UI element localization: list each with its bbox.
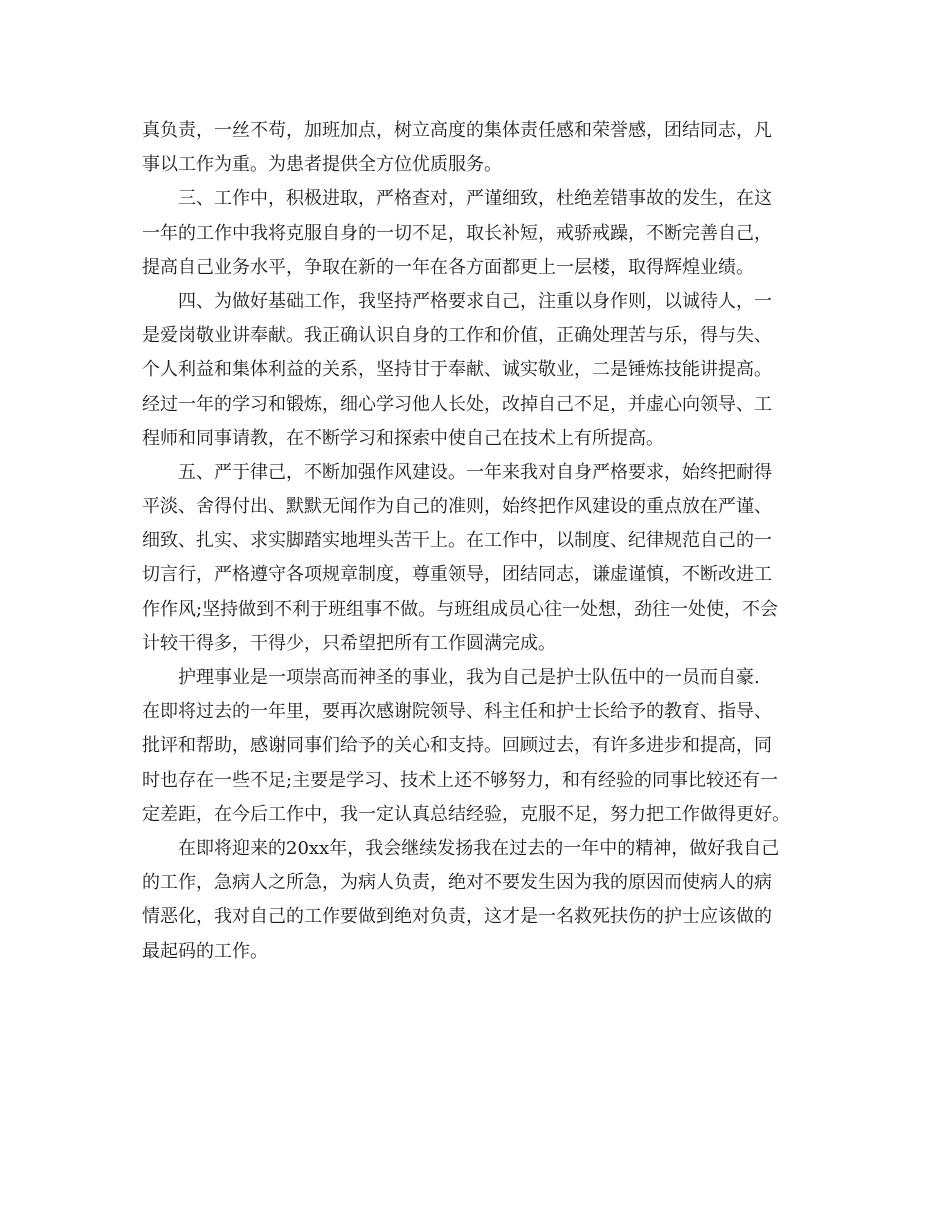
text-line: 平淡、舍得付出、默默无闻作为自己的准则，始终把作风建设的重点放在严谨、 [142,496,772,518]
text-line: 切言行，严格遵守各项规章制度，尊重领导，团结同志，谦虚谨慎，不断改进工 [142,564,772,586]
text-line: 批评和帮助，感谢同事们给予的关心和支持。回顾过去，有许多进步和提高，同 [142,735,772,757]
text-line: 的工作，急病人之所急，为病人负责，绝对不要发生因为我的原因而使病人的病 [142,872,772,894]
text-line: 计较干得多，干得少，只希望把所有工作圆满完成。 [142,632,556,654]
text-line: 个人利益和集体利益的关系，坚持甘于奉献、诚实敬业，二是锤炼技能讲提高。 [142,359,772,381]
text-line: 作作风;坚持做到不利于班组事不做。与班组成员心往一处想，劲往一处使，不会 [142,598,779,620]
text-line: 时也存在一些不足;主要是学习、技术上还不够努力，和有经验的同事比较还有一 [142,769,779,791]
text-line: 提高自己业务水平，争取在新的一年在各方面都更上一层楼，取得辉煌业绩。 [142,256,754,278]
text-line: 定差距，在今后工作中，我一定认真总结经验，克服不足，努力把工作做得更好。 [142,803,790,825]
text-line: 事以工作为重。为患者提供全方位优质服务。 [142,154,502,176]
text-line: 在即将过去的一年里，要再次感谢院领导、科主任和护士长给予的教育、指导、 [142,701,772,723]
text-line: 是爱岗敬业讲奉献。我正确认识自身的工作和价值，正确处理苦与乐，得与失、 [142,325,772,347]
paragraph-start-line: 在即将迎来的20xx年，我会继续发扬我在过去的一年中的精神，做好我自己 [178,837,780,859]
paragraph-start-line: 五、严于律己，不断加强作风建设。一年来我对自身严格要求，始终把耐得 [178,461,772,483]
text-line: 一年的工作中我将克服自身的一切不足，取长补短，戒骄戒躁，不断完善自己， [142,222,772,244]
text-line: 细致、扎实、求实脚踏实地埋头苦干上。在工作中，以制度、纪律规范自己的一 [142,530,772,552]
paragraph-start-line: 护理事业是一项崇高而神圣的事业，我为自己是护士队伍中的一员而自豪. [178,667,760,688]
text-line: 真负责，一丝不苟，加班加点，树立高度的集体责任感和荣誉感，团结同志，凡 [142,120,772,141]
document-body [142,114,807,969]
paragraph-start-line: 三、工作中，积极进取，严格查对，严谨细致，杜绝差错事故的发生，在这 [178,188,772,210]
paragraph-start-line: 四、为做好基础工作，我坚持严格要求自己，注重以身作则，以诚待人，一 [178,290,772,312]
text-line: 情恶化，我对自己的工作要做到绝对负责，这才是一名救死扶伤的护士应该做的 [142,906,772,928]
text-line: 程师和同事请教，在不断学习和探索中使自己在技术上有所提高。 [142,427,664,449]
text-line: 最起码的工作。 [142,940,268,962]
text-line: 经过一年的学习和锻炼，细心学习他人长处，改掉自己不足，并虚心向领导、工 [142,393,772,415]
